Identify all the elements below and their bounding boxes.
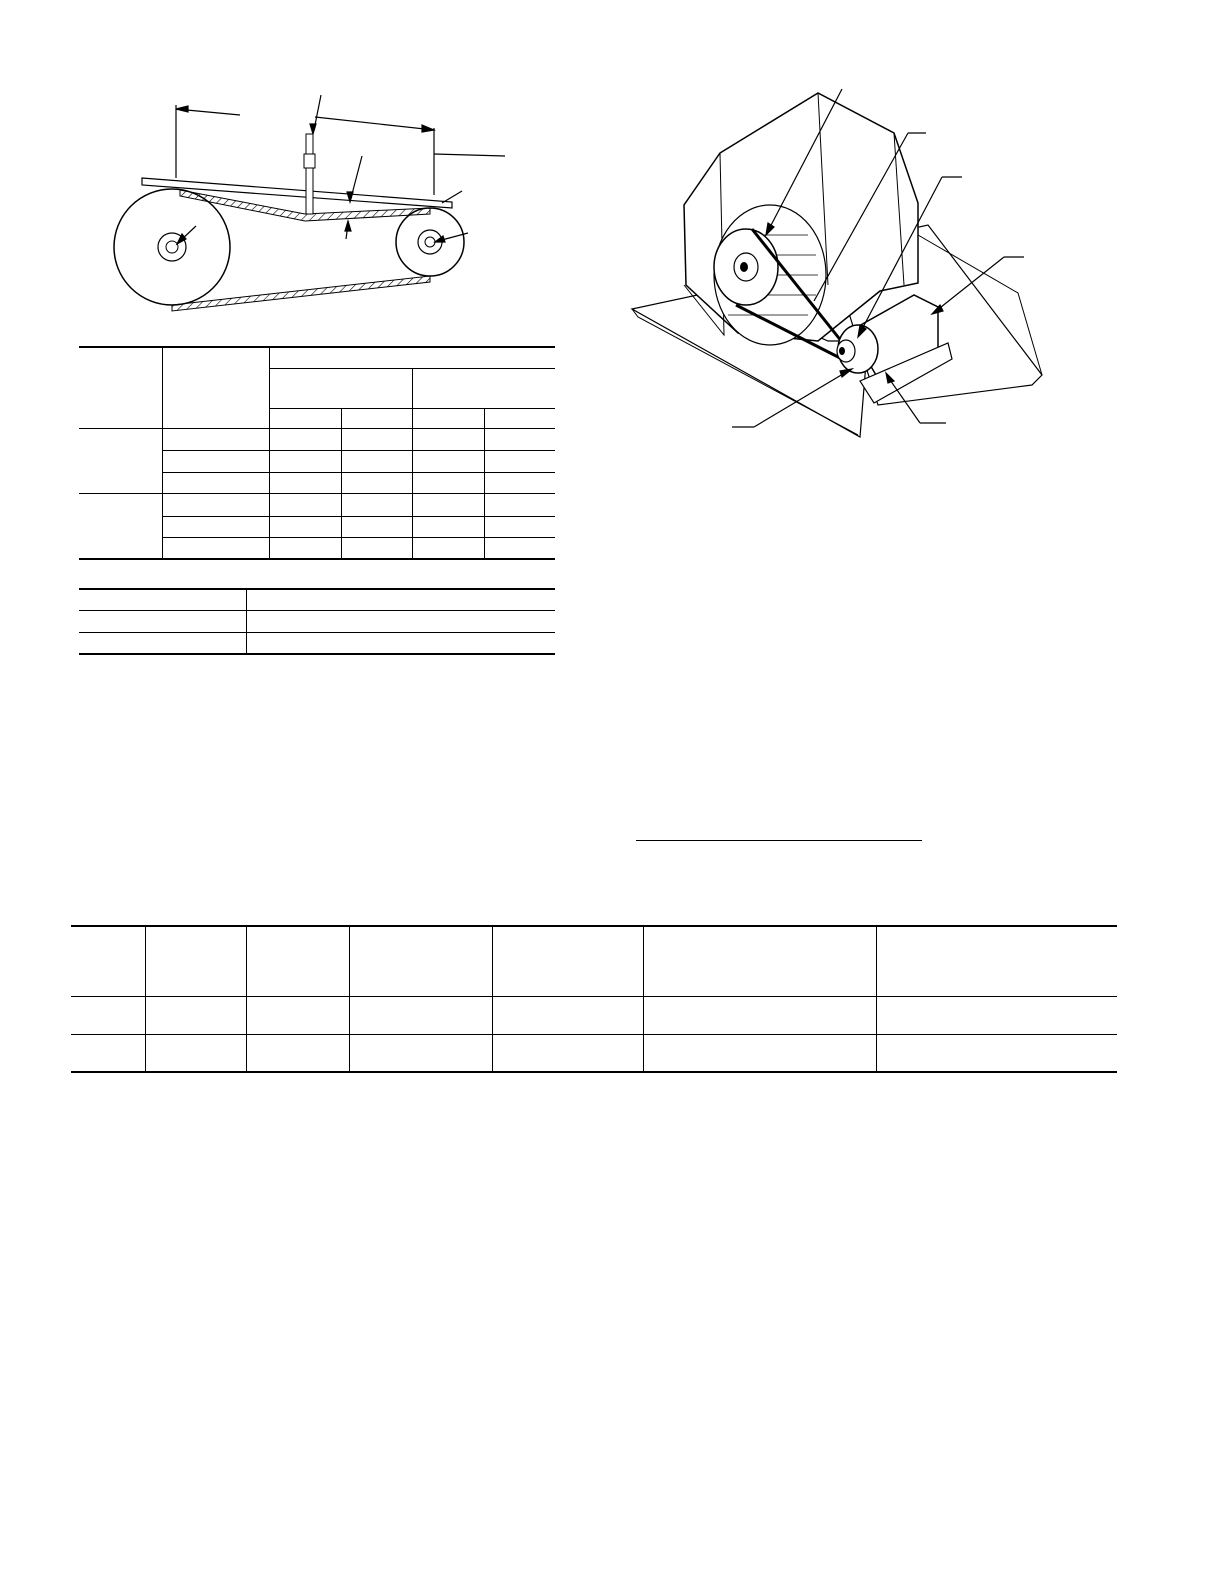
large-pulley-icon — [114, 189, 230, 305]
fan-pulley-icon — [714, 229, 778, 305]
belt-deflection-table — [79, 346, 555, 560]
belt-tension-diagram — [100, 90, 620, 320]
section-heading-underline — [636, 840, 922, 841]
blower-motor-assembly — [628, 85, 1058, 445]
tension-gauge-icon — [304, 134, 315, 214]
small-pulley-icon — [396, 208, 464, 276]
small-two-column-table — [79, 588, 555, 656]
wide-bottom-table — [71, 925, 1117, 1075]
